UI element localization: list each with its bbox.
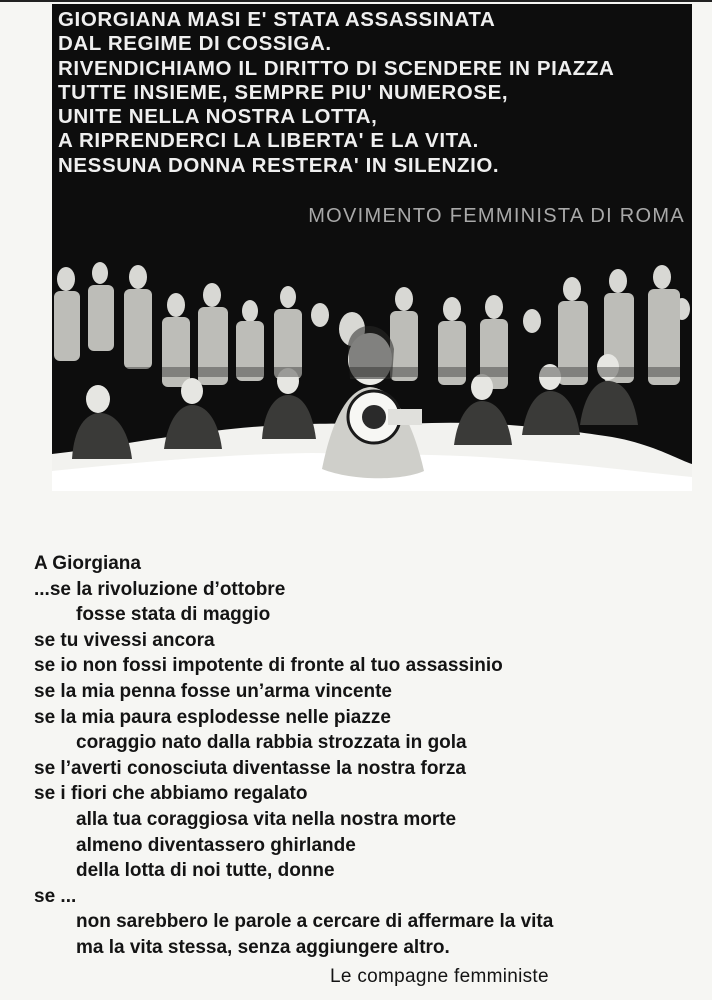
- poem: [34, 551, 694, 961]
- slogan-line: DAL REGIME DI COSSIGA.: [58, 32, 332, 56]
- poem-line: fosse stata di maggio: [76, 604, 271, 626]
- poem-line: della lotta di noi tutte, donne: [76, 860, 335, 882]
- poem-line: se l’averti conosciuta diventasse la nostra forza: [34, 757, 466, 779]
- poem-line: almeno diventassero ghirlande: [76, 834, 356, 856]
- slogan-line: GIORGIANA MASI E' STATA ASSASSINATA: [58, 8, 496, 31]
- slogan-line: RIVENDICHIAMO IL DIRITTO DI SCENDERE IN PIAZZA: [58, 56, 615, 80]
- poem-line: coraggio nato dalla rabbia strozzata in gola: [76, 732, 467, 754]
- poem-line: se tu vivessi ancora: [34, 629, 215, 651]
- poem-line: se i fiori che abbiamo regalato: [34, 783, 308, 805]
- poem-line: se ...: [34, 885, 77, 907]
- poem-line: ...se la rivoluzione d’ottobre: [34, 578, 286, 600]
- poem-title: A Giorgiana: [34, 553, 141, 574]
- poster: [52, 4, 692, 491]
- poem-line: se io non fossi impotente di fronte al tuo assassinio: [34, 655, 503, 677]
- poster-signature: MOVIMENTO FEMMINISTA DI ROMA: [308, 205, 685, 227]
- top-rule: [0, 0, 712, 2]
- poem-line: alla tua coraggiosa vita nella nostra morte: [76, 808, 457, 830]
- poem-closing: Le compagne femministe: [330, 966, 549, 987]
- slogan-line: UNITE NELLA NOSTRA LOTTA,: [58, 105, 378, 129]
- slogan-line: TUTTE INSIEME, SEMPRE PIU' NUMEROSE,: [58, 80, 509, 104]
- poster-slogan: [58, 8, 688, 178]
- poem-line: non sarebbero le parole a cercare di affermare la vita: [76, 911, 554, 933]
- poem-line: se la mia paura esplodesse nelle piazze: [34, 706, 391, 728]
- poem-line: se la mia penna fosse un’arma vincente: [34, 680, 392, 702]
- slogan-line: A RIPRENDERCI LA LIBERTA' E LA VITA.: [58, 129, 479, 153]
- protest-photo: [52, 249, 692, 491]
- poem-line: ma la vita stessa, senza aggiungere altro.: [76, 936, 450, 958]
- slogan-line: NESSUNA DONNA RESTERA' IN SILENZIO.: [58, 153, 500, 177]
